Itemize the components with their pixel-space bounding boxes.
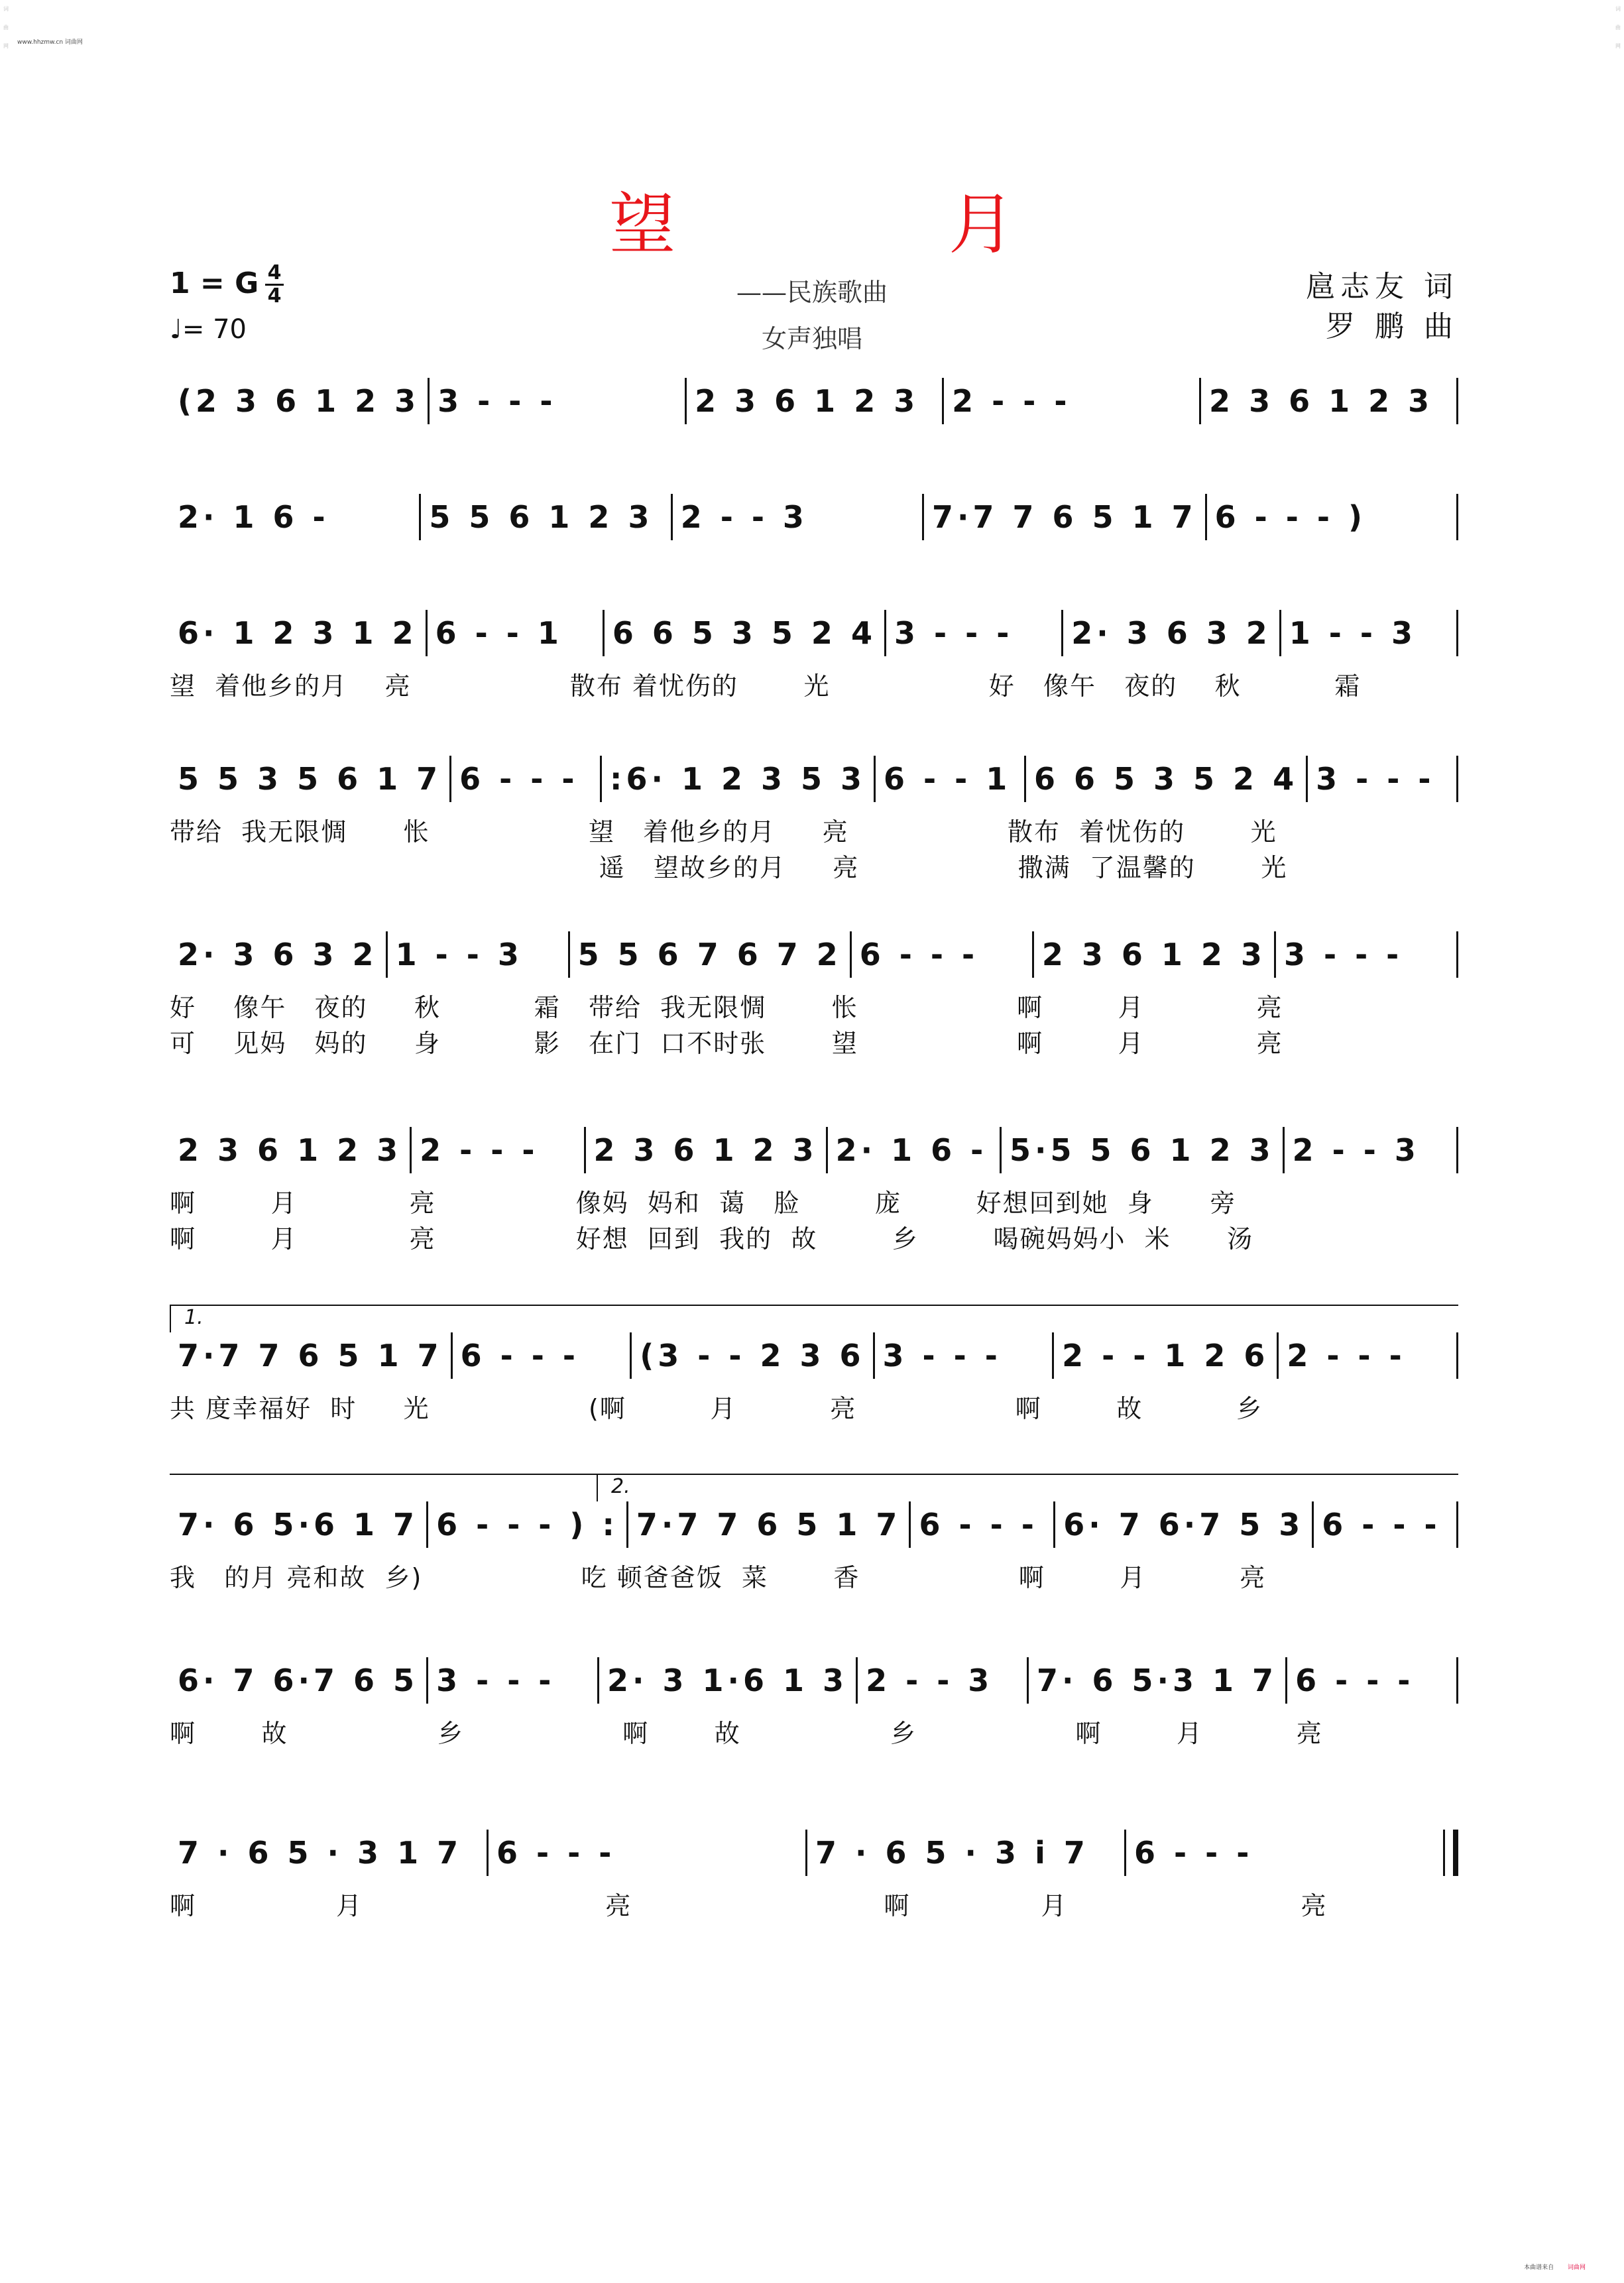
barline [1456,756,1458,802]
measure: 2 3 6 1 2 3 [1041,937,1266,972]
measure: 5·5 5 6 1 2 3 [1010,1132,1275,1168]
score-line [170,1332,1458,1423]
barline [1456,1501,1458,1548]
measure: 2 3 6 1 2 3 [695,383,919,419]
measure: 7 · 6 5 · 3 1 7 [178,1835,463,1871]
measure: 3 - - - [437,383,557,419]
performer: 女声独唱 [761,324,862,353]
barline [1456,1657,1458,1704]
measure: 2· 3 1·6 1 3 [607,1663,848,1698]
volta-bracket: 1. [170,1305,203,1332]
measure: (2 3 6 1 2 3 [178,383,420,419]
lyric-line: 啊 月 亮 像妈 妈和 蔼 脸 庞 好想回到她 身 旁 [170,1189,1237,1218]
measure: 1 - - 3 [1289,615,1417,651]
measure: 7· 6 5·3 1 7 [1037,1663,1278,1698]
measure: 5 5 3 5 6 1 7 [178,761,442,797]
measure: 6 - - - [496,1835,616,1871]
tempo-marking: ♩= 70 [170,314,247,345]
measure: 6 6 5 3 5 2 4 [612,615,876,651]
measure: 6 - - - [460,1338,579,1374]
footer-left: 本曲谱来自 [1524,2264,1554,2271]
measure: 3 - - - [1316,761,1435,797]
notation-row [170,1127,1458,1173]
score-line [170,756,1458,882]
notation-row [170,1501,1458,1548]
measure: 1 - - 3 [395,937,523,972]
barline [1443,1830,1458,1876]
footer-credit [1524,2262,1586,2271]
measure: 2· 1 6 - [835,1132,988,1168]
song-title: 望 月 [609,186,1141,263]
measure: 6 - - - [919,1507,1038,1543]
volta-bracket: 2. [597,1474,630,1501]
notation-row [170,756,1458,802]
score-line [170,931,1458,1058]
notation-row [170,1830,1458,1876]
lyric-line: 可 见妈 妈的 身 影 在门 口不时张 望 啊 月 亮 [170,1029,1283,1058]
volta-rule [170,1305,1458,1306]
measure: 6 - - - [459,761,579,797]
measure: 2· 3 6 3 2 [178,937,378,972]
lyric-line: 我 的月 亮和故 乡) 吃 顿爸爸饭 菜 香 啊 月 亮 [170,1563,1267,1592]
measure: 6· 7 6·7 6 5 [178,1663,419,1698]
measure: 3 - - - [882,1338,1002,1374]
measure: 2 3 6 1 2 3 [593,1132,818,1168]
measure: 2 - - - [952,383,1071,419]
barline [1456,1127,1458,1173]
measure: 7·7 7 6 5 1 7 [178,1338,443,1374]
volta-rule [170,1474,1458,1475]
lyric-line: 好 像午 夜的 秋 霜 带给 我无限惆 怅 啊 月 亮 [170,993,1283,1022]
measure: 5 5 6 7 6 7 2 [577,937,842,972]
measure: 2· 3 6 3 2 [1071,615,1271,651]
barline [1456,610,1458,656]
barline [1456,1332,1458,1379]
composer: 罗 鹏 曲 [1326,310,1458,343]
score-line [170,610,1458,701]
measure: 6 6 5 3 5 2 4 [1033,761,1299,797]
score-line [170,1127,1458,1254]
notation-row [170,610,1458,656]
measure: 7·7 7 6 5 1 7 [932,499,1197,535]
meter-bottom: 4 [267,284,282,308]
measure: 2 3 6 1 2 3 [1209,383,1434,419]
measure: 2 - - 3 [1292,1132,1420,1168]
measure: (3 - - 2 3 6 [640,1338,865,1374]
barline [1456,378,1458,424]
measure: 6 - - - ) [1214,499,1367,535]
lyric-line: 望 着他乡的月 亮 散布 着忧伤的 光 好 像午 夜的 秋 霜 [170,672,1362,701]
measure: 6 - - 1 [435,615,563,651]
measure: 6 - - - ) : [436,1507,618,1543]
lyric-line: 共 度幸福好 时 光 (啊 月 亮 啊 故 乡 [170,1394,1263,1423]
subtitle: ——民族歌曲 [736,278,888,307]
score-line [170,494,1458,540]
lyric-line: 啊 故 乡 啊 故 乡 啊 月 亮 [170,1719,1323,1748]
watermark-side-right: 词曲网 [1615,6,1621,49]
footer-brand: 词曲网 [1567,2264,1586,2271]
meter-top: 4 [267,261,282,284]
lyric-line: 啊 月 亮 啊 月 亮 [170,1891,1328,1920]
lyricist: 扈志友 词 [1306,270,1458,304]
measure: 7 · 6 5 · 3 i 7 [815,1835,1089,1871]
measure: 6· 7 6·7 5 3 [1063,1507,1305,1543]
notation-row [170,1332,1458,1379]
measure: 3 - - - [1283,937,1403,972]
lyric-line: 啊 月 亮 好想 回到 我的 故 乡 喝碗妈妈小 米 汤 [170,1224,1254,1254]
measure: 6 - - - [1295,1663,1415,1698]
notation-row [170,1657,1458,1704]
lyric-line: 带给 我无限惆 怅 望 着他乡的月 亮 散布 着忧伤的 光 [170,817,1277,847]
measure: :6· 1 2 3 5 3 [610,761,866,797]
lyric-line: 遥 望故乡的月 亮 撒满 了温馨的 光 [170,853,1288,882]
notation-row [170,494,1458,540]
measure: 6· 1 2 3 1 2 [178,615,418,651]
watermark-url: www.hhzmw.cn 词曲网 [17,39,83,46]
measure: 2 3 6 1 2 3 [178,1132,402,1168]
score-line [170,378,1458,424]
notation-row [170,931,1458,978]
measure: 2 - - - [1287,1338,1406,1374]
measure: 6 - - 1 [884,761,1012,797]
barline [1456,931,1458,978]
measure: 6 - - - [1322,1507,1441,1543]
barline [1456,494,1458,540]
measure: 6 - - - [859,937,979,972]
measure: 2 - - 3 [866,1663,994,1698]
notation-row [170,378,1458,424]
measure: 6 - - - [1134,1835,1253,1871]
watermark-side-left: 词曲网 [3,6,9,49]
measure: 2 - - - [420,1132,539,1168]
measure: 2· 1 6 - [178,499,329,535]
score-line [170,1830,1458,1920]
measure: 3 - - - [436,1663,555,1698]
measure: 7· 6 5·6 1 7 [178,1507,419,1543]
score-line [170,1657,1458,1748]
measure: 3 - - - [894,615,1014,651]
score-line [170,1501,1458,1592]
measure: 7·7 7 6 5 1 7 [636,1507,901,1543]
measure: 5 5 6 1 2 3 [429,499,654,535]
measure: 2 - - 3 [680,499,808,535]
key-signature: 1 = G [170,266,259,300]
measure: 2 - - 1 2 6 [1062,1338,1269,1374]
